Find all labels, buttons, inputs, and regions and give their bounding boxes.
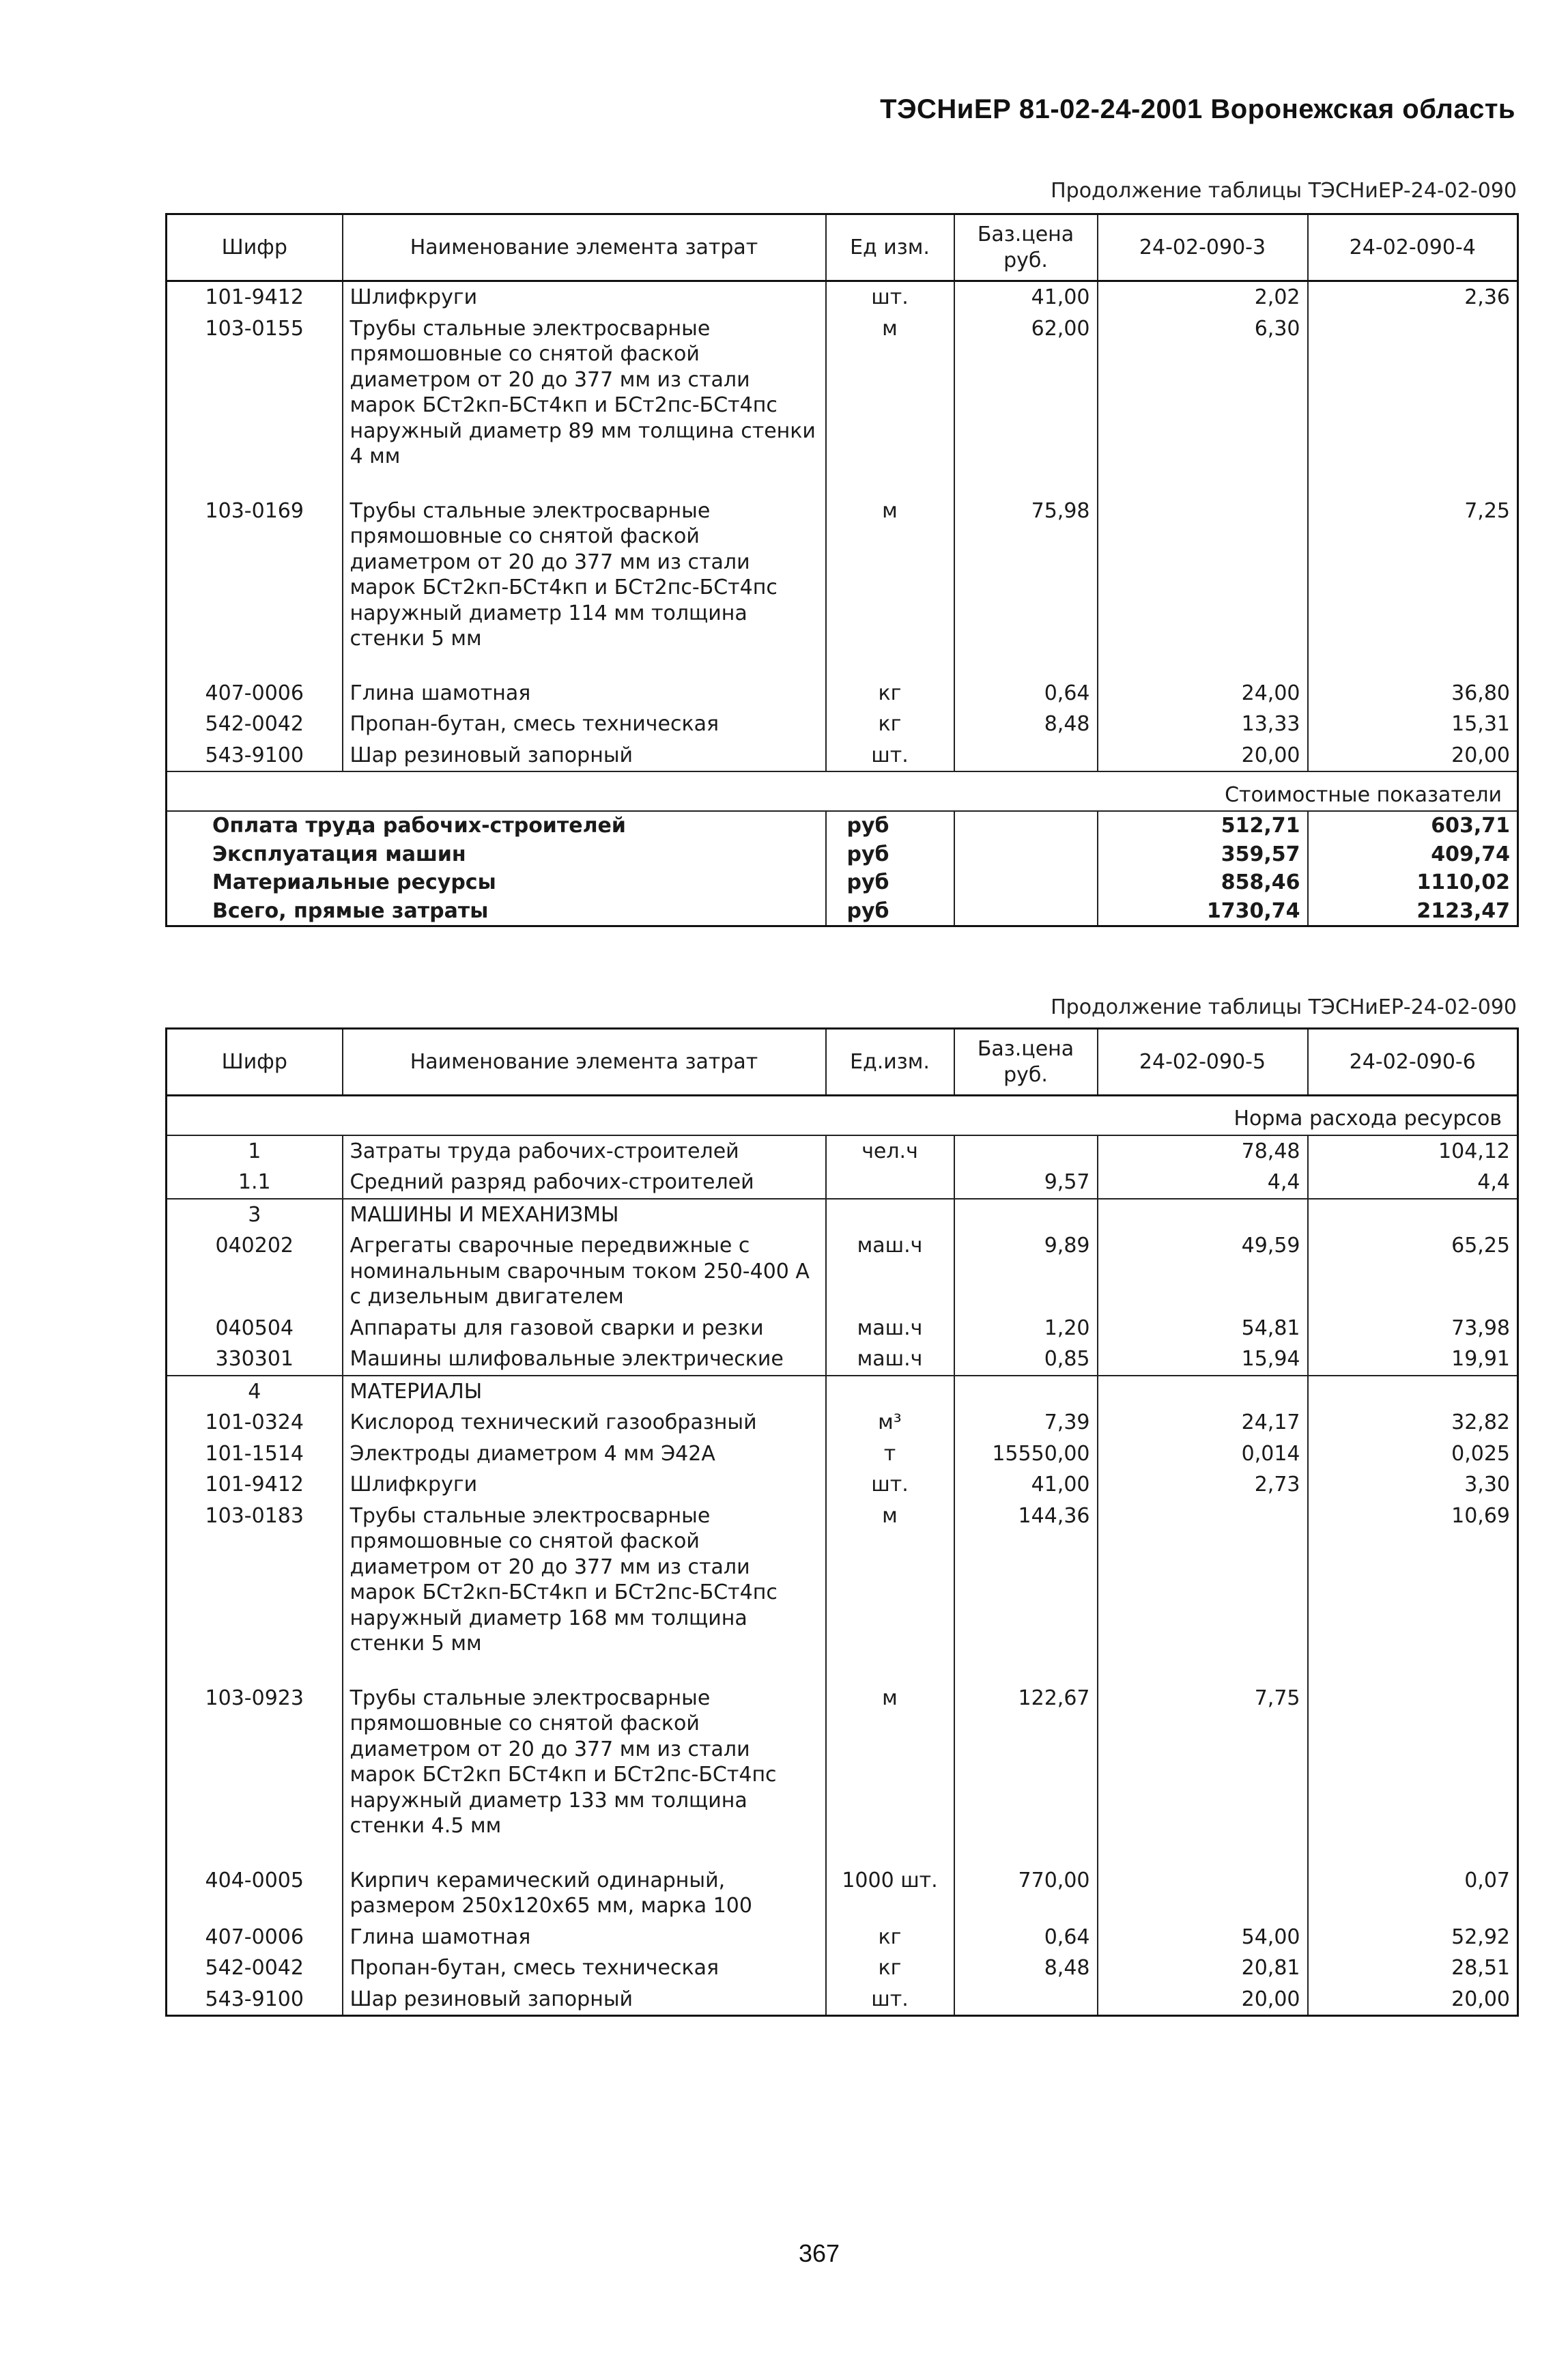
- cell-code: 103-0923: [205, 1686, 304, 1710]
- cell-unit: [826, 1167, 954, 1199]
- table-row: [167, 1683, 1518, 1865]
- cell-name: Трубы стальные электросварные прямошовные со снятой фаской диаметром от 20 до 377 мм из стали марок БСт2кп БСт4кп и БСт2пс-БСт4пс наружный диаметр 133 мм толщина стенки 4.5 мм: [343, 1683, 826, 1865]
- total-empty: [954, 811, 1098, 840]
- cell-name: Средний разряд рабочих-строителей: [343, 1167, 826, 1199]
- cell-value-1: 6,30: [1098, 313, 1308, 496]
- table-1: [165, 213, 1519, 927]
- cell-code: 040202: [215, 1234, 294, 1258]
- cell-price: 0,64: [954, 678, 1098, 709]
- cell-price: 144,36: [954, 1501, 1098, 1683]
- cell-value-2: 0,07: [1308, 1865, 1518, 1922]
- cell-name: Шлифкруги: [343, 281, 826, 313]
- cell-value-1: [1098, 1865, 1308, 1922]
- cell-price: [954, 1135, 1098, 1167]
- totals-row: [167, 868, 1518, 897]
- band-cost-indicators: Стоимостные показатели: [167, 771, 1518, 811]
- table-row: [167, 1438, 1518, 1470]
- cell-price: [954, 1984, 1098, 2016]
- cell-name: Затраты труда рабочих-строителей: [343, 1135, 826, 1167]
- band-resource-norms: Норма расхода ресурсов: [167, 1096, 1518, 1135]
- cell-name: Электроды диаметром 4 мм Э42А: [343, 1438, 826, 1470]
- cell-unit: кг: [826, 1953, 954, 1984]
- cell-unit: кг: [826, 678, 954, 709]
- total-unit: руб: [826, 840, 954, 869]
- cell-unit: маш.ч: [826, 1344, 954, 1376]
- col-header-price: Баз.цена руб.: [954, 1029, 1098, 1096]
- cell-unit: маш.ч: [826, 1230, 954, 1313]
- cell-value-1: 4,4: [1098, 1167, 1308, 1199]
- cell-code: 103-0155: [205, 316, 304, 341]
- cell-price: 0,64: [954, 1922, 1098, 1953]
- cell-code: 101-0324: [205, 1410, 304, 1434]
- cell-unit: шт.: [826, 740, 954, 772]
- cell-price: 75,98: [954, 496, 1098, 678]
- cell-value-2: 0,025: [1308, 1438, 1518, 1470]
- cell-value-1: 2,73: [1098, 1469, 1308, 1501]
- section-code: 3: [167, 1199, 343, 1231]
- page-number: 367: [798, 2239, 840, 2267]
- cell-price: 0,85: [954, 1344, 1098, 1376]
- cell-empty: [1308, 1199, 1518, 1231]
- total-empty: [954, 897, 1098, 926]
- cell-code: 103-0183: [205, 1503, 304, 1528]
- cell-price: 15550,00: [954, 1438, 1098, 1470]
- table-row: [167, 1344, 1518, 1376]
- cell-value-1: 20,00: [1098, 1984, 1308, 2016]
- total-value-2: 409,74: [1308, 840, 1518, 869]
- totals-row: [167, 811, 1518, 840]
- cell-empty: [954, 1376, 1098, 1408]
- table-row: [167, 740, 1518, 772]
- cell-name: Глина шамотная: [343, 678, 826, 709]
- cell-value-2: 65,25: [1308, 1230, 1518, 1313]
- cell-name: Трубы стальные электросварные прямошовные со снятой фаской диаметром от 20 до 377 мм из стали марок БСт2кп-БСт4кп и БСт2пс-БСт4пс наружный диаметр 114 мм толщина стенки 5 мм: [343, 496, 826, 678]
- total-value-1: 1730,74: [1098, 897, 1308, 926]
- cell-price: [954, 740, 1098, 772]
- cell-unit: т: [826, 1438, 954, 1470]
- cell-name: Шар резиновый запорный: [343, 740, 826, 772]
- cell-name: Машины шлифовальные электрические: [343, 1344, 826, 1376]
- cell-value-2: 3,30: [1308, 1469, 1518, 1501]
- cell-value-2: 4,4: [1308, 1167, 1518, 1199]
- cell-value-2: 20,00: [1308, 740, 1518, 772]
- total-empty: [954, 840, 1098, 869]
- cell-name: Шлифкруги: [343, 1469, 826, 1501]
- table-row: [167, 496, 1518, 678]
- cell-value-2: 52,92: [1308, 1922, 1518, 1953]
- table-row: [167, 709, 1518, 740]
- section-title: МАТЕРИАЛЫ: [343, 1376, 826, 1408]
- totals-row: [167, 897, 1518, 926]
- cell-value-1: 54,81: [1098, 1313, 1308, 1344]
- cell-value-2: 2,36: [1308, 281, 1518, 313]
- col-header-col1: 24-02-090-3: [1098, 214, 1308, 281]
- col-header-code: Шифр: [167, 1029, 343, 1096]
- cell-code: 407-0006: [205, 681, 304, 705]
- table-row: [167, 678, 1518, 709]
- cell-value-2: 19,91: [1308, 1344, 1518, 1376]
- cell-unit: маш.ч: [826, 1313, 954, 1344]
- cell-value-2: 73,98: [1308, 1313, 1518, 1344]
- total-unit: руб: [826, 897, 954, 926]
- cell-empty: [826, 1199, 954, 1231]
- cell-value-2: 32,82: [1308, 1407, 1518, 1438]
- total-unit: руб: [826, 868, 954, 897]
- total-unit: руб: [826, 811, 954, 840]
- cell-code: 407-0006: [205, 1925, 304, 1949]
- table-row: [167, 1953, 1518, 1984]
- cell-value-1: 15,94: [1098, 1344, 1308, 1376]
- cell-value-2: 28,51: [1308, 1953, 1518, 1984]
- cell-name: Кислород технический газообразный: [343, 1407, 826, 1438]
- cell-name: Пропан-бутан, смесь техническая: [343, 1953, 826, 1984]
- cell-price: 41,00: [954, 281, 1098, 313]
- total-empty: [954, 868, 1098, 897]
- cell-unit: кг: [826, 709, 954, 740]
- cell-price: 770,00: [954, 1865, 1098, 1922]
- cell-value-2: 7,25: [1308, 496, 1518, 678]
- cell-unit: м: [826, 313, 954, 496]
- cell-value-2: 15,31: [1308, 709, 1518, 740]
- table-2: [165, 1027, 1519, 2017]
- cell-name: Агрегаты сварочные передвижные с номинальным сварочным током 250-400 А с дизельным двигателем: [343, 1230, 826, 1313]
- section-row-materials: [167, 1376, 1518, 1408]
- total-value-1: 858,46: [1098, 868, 1308, 897]
- cell-unit: шт.: [826, 1469, 954, 1501]
- table-row: [167, 1501, 1518, 1683]
- cell-price: 8,48: [954, 709, 1098, 740]
- cell-empty: [1098, 1199, 1308, 1231]
- cell-empty: [1098, 1376, 1308, 1408]
- cell-price: 1,20: [954, 1313, 1098, 1344]
- col-header-col2: 24-02-090-4: [1308, 214, 1518, 281]
- table-row: [167, 1167, 1518, 1199]
- table-row: [167, 1984, 1518, 2016]
- cell-code: 101-9412: [205, 285, 304, 309]
- col-header-col2: 24-02-090-6: [1308, 1029, 1518, 1096]
- cell-price: 9,89: [954, 1230, 1098, 1313]
- col-header-name: Наименование элемента затрат: [343, 1029, 826, 1096]
- table-row: [167, 1922, 1518, 1953]
- section-title: МАШИНЫ И МЕХАНИЗМЫ: [343, 1199, 826, 1231]
- col-header-unit: Ед изм.: [826, 214, 954, 281]
- table-header-row: [167, 214, 1518, 281]
- cell-name: Глина шамотная: [343, 1922, 826, 1953]
- cell-value-1: [1098, 1501, 1308, 1683]
- cell-name: Кирпич керамический одинарный, размером 250х120х65 мм, марка 100: [343, 1865, 826, 1922]
- section-code: 4: [167, 1376, 343, 1408]
- cell-value-1: 7,75: [1098, 1683, 1308, 1865]
- col-header-price: Баз.цена руб.: [954, 214, 1098, 281]
- cell-value-2: 10,69: [1308, 1501, 1518, 1683]
- cell-value-1: 0,014: [1098, 1438, 1308, 1470]
- cell-name: Аппараты для газовой сварки и резки: [343, 1313, 826, 1344]
- cell-value-2: 104,12: [1308, 1135, 1518, 1167]
- total-value-2: 603,71: [1308, 811, 1518, 840]
- band-row: [167, 1096, 1518, 1135]
- cell-value-1: 24,17: [1098, 1407, 1308, 1438]
- cell-unit: кг: [826, 1922, 954, 1953]
- cell-value-1: [1098, 496, 1308, 678]
- table-row: [167, 281, 1518, 313]
- cell-value-1: 13,33: [1098, 709, 1308, 740]
- cell-empty: [826, 1376, 954, 1408]
- cell-name: Трубы стальные электросварные прямошовные со снятой фаской диаметром от 20 до 377 мм из стали марок БСт2кп-БСт4кп и БСт2пс-БСт4пс наружный диаметр 168 мм толщина стенки 5 мм: [343, 1501, 826, 1683]
- cell-unit: 1000 шт.: [826, 1865, 954, 1922]
- cell-empty: [954, 1199, 1098, 1231]
- cell-value-1: 2,02: [1098, 281, 1308, 313]
- page-header: ТЭСНиЕР 81-02-24-2001 Воронежская область: [880, 94, 1515, 124]
- cell-code: 040504: [215, 1316, 294, 1340]
- cell-name: Пропан-бутан, смесь техническая: [343, 709, 826, 740]
- cell-price: 9,57: [954, 1167, 1098, 1199]
- totals-row: [167, 840, 1518, 869]
- cell-unit: шт.: [826, 1984, 954, 2016]
- cell-value-1: 24,00: [1098, 678, 1308, 709]
- cell-code: 1: [248, 1139, 261, 1163]
- col-header-name: Наименование элемента затрат: [343, 214, 826, 281]
- cell-value-1: 78,48: [1098, 1135, 1308, 1167]
- table-2-caption: Продолжение таблицы ТЭСНиЕР-24-02-090: [1051, 995, 1517, 1019]
- total-label: Материальные ресурсы: [212, 870, 496, 894]
- cell-empty: [1308, 1376, 1518, 1408]
- section-row-machines: [167, 1199, 1518, 1231]
- cell-code: 404-0005: [205, 1868, 304, 1892]
- table-row: [167, 313, 1518, 496]
- cell-code: 330301: [215, 1347, 294, 1371]
- col-header-code: Шифр: [167, 214, 343, 281]
- total-value-2: 1110,02: [1308, 868, 1518, 897]
- cell-price: 7,39: [954, 1407, 1098, 1438]
- table-row: [167, 1135, 1518, 1167]
- cell-price: 8,48: [954, 1953, 1098, 1984]
- total-value-2: 2123,47: [1308, 897, 1518, 926]
- table-header-row: [167, 1029, 1518, 1096]
- table-row: [167, 1407, 1518, 1438]
- cell-value-1: 54,00: [1098, 1922, 1308, 1953]
- table-row: [167, 1865, 1518, 1922]
- total-value-1: 512,71: [1098, 811, 1308, 840]
- cell-code: 542-0042: [205, 1956, 304, 1980]
- total-label: Оплата труда рабочих-строителей: [212, 814, 626, 838]
- cell-unit: м: [826, 496, 954, 678]
- cell-code: 103-0169: [205, 498, 304, 523]
- cell-unit: шт.: [826, 281, 954, 313]
- table-row: [167, 1469, 1518, 1501]
- cell-code: 101-1514: [205, 1441, 304, 1466]
- table-row: [167, 1313, 1518, 1344]
- col-header-col1: 24-02-090-5: [1098, 1029, 1308, 1096]
- cell-price: 41,00: [954, 1469, 1098, 1501]
- cell-code: 543-9100: [205, 743, 304, 767]
- table-1-caption: Продолжение таблицы ТЭСНиЕР-24-02-090: [1051, 179, 1517, 203]
- cell-value-1: 49,59: [1098, 1230, 1308, 1313]
- cell-price: 122,67: [954, 1683, 1098, 1865]
- table-row: [167, 1230, 1518, 1313]
- total-label: Всего, прямые затраты: [212, 898, 489, 923]
- cell-code: 1.1: [238, 1170, 271, 1194]
- cell-unit: м: [826, 1501, 954, 1683]
- cell-unit: м³: [826, 1407, 954, 1438]
- cell-name: Шар резиновый запорный: [343, 1984, 826, 2016]
- cell-value-2: [1308, 1683, 1518, 1865]
- cell-value-2: 20,00: [1308, 1984, 1518, 2016]
- cell-code: 542-0042: [205, 712, 304, 736]
- cell-unit: чел.ч: [826, 1135, 954, 1167]
- cell-value-1: 20,00: [1098, 740, 1308, 772]
- cell-unit: м: [826, 1683, 954, 1865]
- band-row: [167, 771, 1518, 811]
- total-value-1: 359,57: [1098, 840, 1308, 869]
- cell-code: 101-9412: [205, 1473, 304, 1496]
- total-label: Эксплуатация машин: [212, 842, 466, 866]
- cell-code: 543-9100: [205, 1987, 304, 2011]
- cell-value-2: 36,80: [1308, 678, 1518, 709]
- cell-name: Трубы стальные электросварные прямошовные со снятой фаской диаметром от 20 до 377 мм из стали марок БСт2кп-БСт4кп и БСт2пс-БСт4пс наружный диаметр 89 мм толщина стенки 4 мм: [343, 313, 826, 496]
- col-header-unit: Ед.изм.: [826, 1029, 954, 1096]
- cell-value-1: 20,81: [1098, 1953, 1308, 1984]
- cell-value-2: [1308, 313, 1518, 496]
- cell-price: 62,00: [954, 313, 1098, 496]
